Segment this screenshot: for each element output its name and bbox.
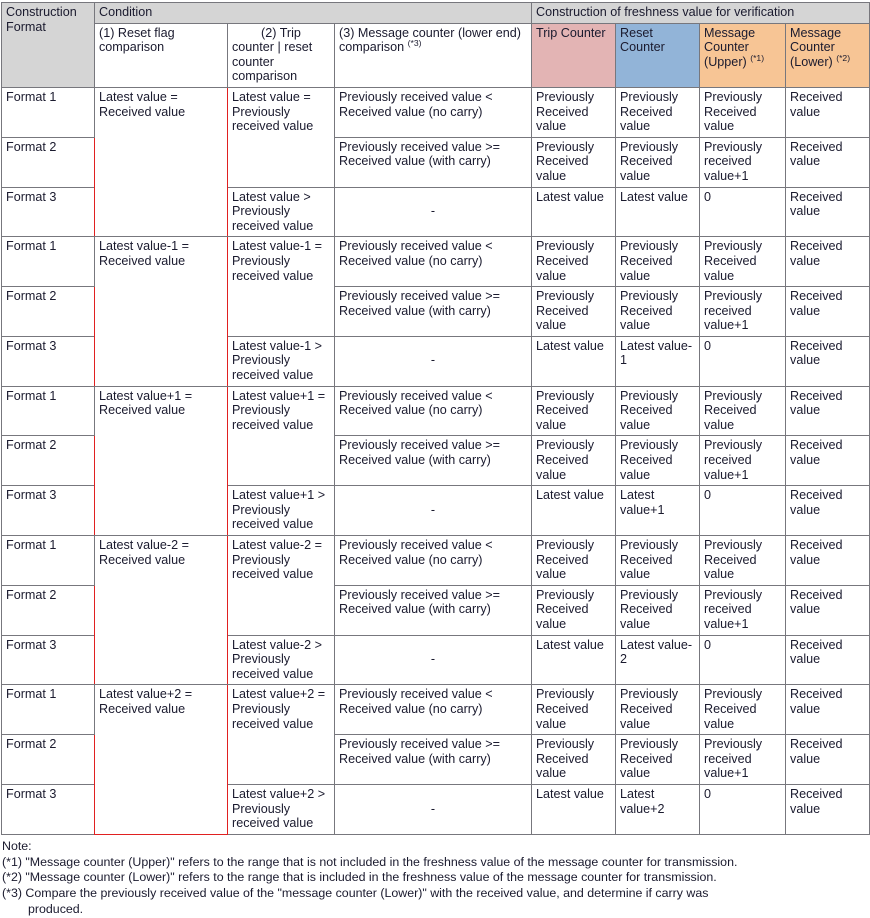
cell-format-label: Format 2 [2,287,95,337]
cell-message-counter-lower-value: Received value [786,237,870,287]
header-condition: Condition [95,3,532,24]
header-reset-counter-column: Reset Counter [616,23,700,87]
cell-format-label: Format 1 [2,536,95,586]
header-message-counter-comparison: (3) Message counter (lower end) comparison $^{(*3)}$ [335,23,532,87]
cell-trip-counter-condition: Latest value+1 > Previously received value [228,486,335,536]
cell-reset-counter-value: Latest value-2 [616,635,700,685]
freshness-value-spec-page [0,2,870,917]
cell-format-label: Format 3 [2,486,95,536]
cell-message-counter-lower-value: Received value [786,287,870,337]
cell-message-counter-upper-value: 0 [700,784,786,834]
cell-trip-counter-condition: Latest value+2 = Previously received value [228,685,335,785]
table-row [2,386,870,436]
note-item-1: (*1) "Message counter (Upper)" refers to the range that is not included in the freshness value of the message counter for transmission. [2,854,738,869]
cell-reset-counter-value: Latest value [616,187,700,237]
cell-reset-counter-value: Latest value+2 [616,784,700,834]
cell-trip-counter-value: Previously Received value [532,436,616,486]
cell-message-counter-condition: - [335,635,532,685]
cell-message-counter-condition: Previously received value < Received value (no carry) [335,386,532,436]
cell-reset-counter-value: Previously Received value [616,137,700,187]
cell-trip-counter-value: Latest value [532,784,616,834]
cell-trip-counter-condition: Latest value+1 = Previously received value [228,386,335,486]
cell-trip-counter-value: Previously Received value [532,585,616,635]
cell-format-label: Format 1 [2,237,95,287]
cell-trip-counter-condition: Latest value = Previously received value [228,87,335,187]
cell-message-counter-condition: - [335,784,532,834]
cell-reset-flag-condition: Latest value+1 = Received value [95,386,228,535]
footnote-ref-1: (*1) [750,52,765,63]
cell-reset-flag-condition: Latest value = Received value [95,87,228,236]
note-item-3: (*3) Compare the previously received value of the "message counter (Lower)" with the received value, and determine if carry was [2,886,709,901]
cell-format-label: Format 2 [2,735,95,785]
cell-trip-counter-value: Previously Received value [532,536,616,586]
notes-section [2,839,870,918]
header-verification: Construction of freshness value for verification [532,3,870,24]
cell-message-counter-upper-value: Previously received value+1 [700,137,786,187]
cell-reset-flag-condition: Latest value+2 = Received value [95,685,228,834]
cell-format-label: Format 3 [2,187,95,237]
cell-reset-counter-value: Previously Received value [616,536,700,586]
cell-format-label: Format 1 [2,386,95,436]
cell-format-label: Format 1 [2,685,95,735]
cell-reset-counter-value: Previously Received value [616,585,700,635]
cell-format-label: Format 2 [2,585,95,635]
cell-message-counter-upper-value: Previously Received value [700,87,786,137]
cell-message-counter-upper-value: 0 [700,635,786,685]
cell-message-counter-condition: Previously received value < Received value (no carry) [335,685,532,735]
cell-reset-counter-value: Latest value+1 [616,486,700,536]
header-trip-counter-line2: counter | reset counter comparison [232,40,313,84]
cell-message-counter-lower-value: Received value [786,87,870,137]
header-message-counter-upper-column: Message Counter (Upper) $^{(*1)}$ [700,23,786,87]
header-row-sub [2,23,870,87]
header-trip-counter-line1: (2) Trip [261,25,301,40]
cell-message-counter-condition: Previously received value < Received value (no carry) [335,237,532,287]
cell-message-counter-lower-value: Received value [786,187,870,237]
cell-message-counter-upper-value: Previously received value+1 [700,735,786,785]
cell-message-counter-lower-value: Received value [786,585,870,635]
cell-format-label: Format 3 [2,635,95,685]
cell-message-counter-condition: Previously received value < Received value (no carry) [335,536,532,586]
cell-message-counter-upper-value: Previously Received value [700,536,786,586]
cell-message-counter-upper-value: 0 [700,187,786,237]
cell-reset-counter-value: Latest value-1 [616,336,700,386]
cell-message-counter-lower-value: Received value [786,685,870,735]
footnote-ref-2: (*2) [836,52,851,63]
table-row [2,87,870,137]
cell-reset-flag-condition: Latest value-1 = Received value [95,237,228,386]
header-trip-counter-comparison [228,23,335,87]
cell-trip-counter-value: Previously Received value [532,87,616,137]
cell-message-counter-condition: Previously received value >= Received value (with carry) [335,137,532,187]
cell-trip-counter-value: Latest value [532,635,616,685]
cell-reset-counter-value: Previously Received value [616,287,700,337]
cell-format-label: Format 3 [2,336,95,386]
cell-trip-counter-condition: Latest value-2 > Previously received value [228,635,335,685]
cell-message-counter-upper-value: 0 [700,336,786,386]
cell-format-label: Format 2 [2,436,95,486]
note-item-2: (*2) "Message counter (Lower)" refers to the range that is included in the freshness value of the message counter for transmission. [2,870,717,885]
cell-trip-counter-value: Previously Received value [532,237,616,287]
cell-trip-counter-condition: Latest value-1 > Previously received value [228,336,335,386]
cell-message-counter-lower-value: Received value [786,486,870,536]
cell-trip-counter-value: Latest value [532,486,616,536]
cell-reset-counter-value: Previously Received value [616,436,700,486]
cell-message-counter-condition: Previously received value >= Received value (with carry) [335,735,532,785]
cell-reset-counter-value: Previously Received value [616,237,700,287]
cell-message-counter-lower-value: Received value [786,436,870,486]
table-row [2,237,870,287]
cell-message-counter-condition: - [335,336,532,386]
table-row [2,685,870,735]
header-construction-format: Construction Format [2,3,95,88]
cell-trip-counter-condition: Latest value > Previously received value [228,187,335,237]
cell-message-counter-lower-value: Received value [786,137,870,187]
table-row [2,536,870,586]
cell-trip-counter-value: Previously Received value [532,386,616,436]
cell-message-counter-condition: - [335,187,532,237]
header-message-counter-lower-column: Message Counter (Lower) $^{(*2)}$ [786,23,870,87]
cell-message-counter-lower-value: Received value [786,784,870,834]
cell-message-counter-upper-value: Previously Received value [700,386,786,436]
cell-trip-counter-condition: Latest value-2 = Previously received value [228,536,335,636]
cell-format-label: Format 2 [2,137,95,187]
cell-message-counter-upper-value: Previously Received value [700,237,786,287]
header-reset-flag-comparison: (1) Reset flag comparison [95,23,228,87]
cell-format-label: Format 1 [2,87,95,137]
cell-trip-counter-condition: Latest value+2 > Previously received value [228,784,335,834]
header-row-top [2,3,870,24]
notes-title: Note: [2,838,32,853]
cell-reset-counter-value: Previously Received value [616,87,700,137]
cell-message-counter-condition: Previously received value >= Received value (with carry) [335,585,532,635]
freshness-verification-table [1,2,870,835]
cell-reset-counter-value: Previously Received value [616,386,700,436]
footnote-ref-3: (*3) [407,38,422,48]
cell-message-counter-lower-value: Received value [786,536,870,586]
cell-message-counter-upper-value: 0 [700,486,786,536]
header-trip-counter-column: Trip Counter [532,23,616,87]
cell-message-counter-lower-value: Received value [786,735,870,785]
cell-trip-counter-condition: Latest value-1 = Previously received value [228,237,335,337]
cell-message-counter-upper-value: Previously received value+1 [700,287,786,337]
table-body [2,3,870,835]
cell-message-counter-condition: - [335,486,532,536]
cell-trip-counter-value: Previously Received value [532,287,616,337]
cell-message-counter-condition: Previously received value >= Received value (with carry) [335,436,532,486]
cell-message-counter-lower-value: Received value [786,386,870,436]
cell-message-counter-upper-value: Previously received value+1 [700,585,786,635]
cell-message-counter-lower-value: Received value [786,635,870,685]
cell-message-counter-lower-value: Received value [786,336,870,386]
cell-message-counter-condition: Previously received value < Received value (no carry) [335,87,532,137]
note-item-3-cont: produced. [28,902,84,917]
cell-message-counter-upper-value: Previously received value+1 [700,436,786,486]
cell-reset-counter-value: Previously Received value [616,735,700,785]
cell-reset-flag-condition: Latest value-2 = Received value [95,536,228,685]
cell-trip-counter-value: Latest value [532,187,616,237]
cell-format-label: Format 3 [2,784,95,834]
cell-trip-counter-value: Latest value [532,336,616,386]
cell-message-counter-upper-value: Previously Received value [700,685,786,735]
cell-trip-counter-value: Previously Received value [532,735,616,785]
cell-trip-counter-value: Previously Received value [532,137,616,187]
cell-reset-counter-value: Previously Received value [616,685,700,735]
cell-trip-counter-value: Previously Received value [532,685,616,735]
cell-message-counter-condition: Previously received value >= Received value (with carry) [335,287,532,337]
